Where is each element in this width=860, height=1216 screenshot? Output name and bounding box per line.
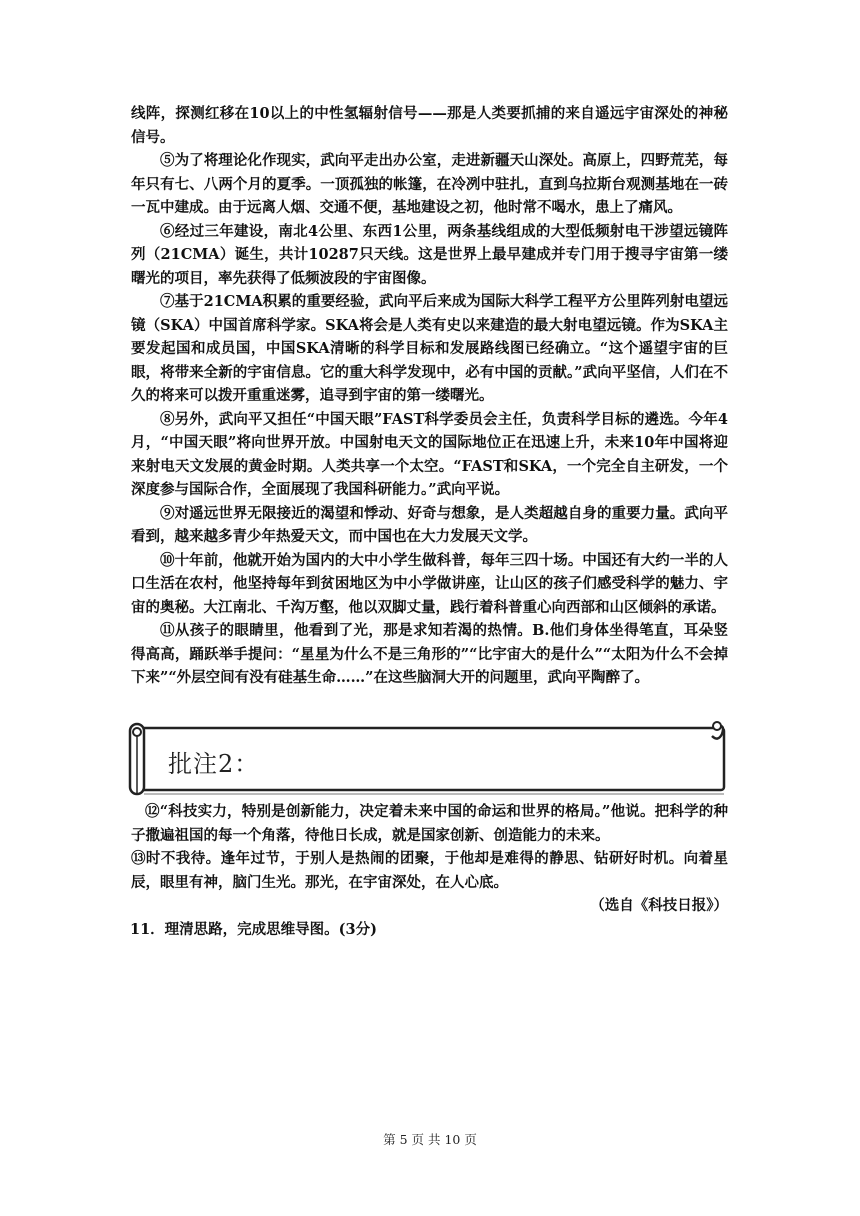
paragraph-5: ⑤为了将理论化作现实，武向平走出办公室，走进新疆天山深处。高原上，四野荒芜，每年只有七、八两个月的夏季。一顶孤独的帐篷，在冷冽中驻扎，直到乌拉斯台观测基地在一砖一瓦中建成。由于远离人烟、交通不便，基地建设之初，他时常不喝水，患上了痛风。 [131,152,728,216]
question-11: 11．理清思路，完成思维导图。(3分) [130,921,377,938]
annotation-scroll-box [128,718,728,798]
paragraph-9: ⑨对遥远世界无限接近的渴望和悸动、好奇与想象，是人类超越自身的重要力量。武向平看到，越来越多青少年热爱天文，而中国也在大力发展天文学。 [131,504,728,545]
paragraph-13: ⑬时不我待。逢年过节，于别人是热闹的团聚，于他却是难得的静思、钻研好时机。向着星辰，眼里有神，脑门生光。那光，在宇宙深处，在人心底。 [131,850,728,891]
paragraph-6: ⑥经过三年建设，南北4公里、东西1公里，两条基线组成的大型低频射电干涉望远镜阵列（21CMA）诞生，共计10287只天线。这是世界上最早建成并专门用于搜寻宇宙第一缕曙光的项目，率先获得了低频波段的宇宙图像。 [131,222,728,287]
paragraph-8: ⑧另外，武向平又担任“中国天眼”FAST科学委员会主任，负责科学目标的遴选。今年4月，“中国天眼”将向世界开放。中国射电天文的国际地位正在迅速上升，未来10年中国将迎来射电天文发展的黄金时期。人类共享一个太空。“FAST和SKA，一个完全自主研发，一个深度参与国际合作，全面展现了我国科研能力。”武向平说。 [131,410,728,498]
article-upper [131,102,728,690]
paragraph-10: ⑩十年前，他就开始为国内的大中小学生做科普，每年三四十场。中国还有大约一半的人口生活在农村，他坚持每年到贫困地区为中小学做讲座，让山区的孩子们感受科学的魅力、宇宙的奥秘。大江南北、千沟万壑，他以双脚丈量，践行着科普重心向西部和山区倾斜的承诺。 [131,551,728,616]
paragraph-continuation: 线阵，探测红移在10以上的中性氢辐射信号——那是人类要抓捕的来自遥远宇宙深处的神秘信号。 [131,105,728,146]
paragraph-12: ⑫“科技实力，特别是创新能力，决定着未来中国的命运和世界的格局。”他说。把科学的种子撒遍祖国的每一个角落，待他日长成，就是国家创新、创造能力的未来。 [131,803,728,844]
article-lower [131,800,728,894]
annotation-title: 批注2： [168,750,260,778]
paragraph-7: ⑦基于21CMA积累的重要经验，武向平后来成为国际大科学工程平方公里阵列射电望远镜（SKA）中国首席科学家。SKA将会是人类有史以来建造的最大射电望远镜。作为SKA主要发起国和成员国，中国SKA清晰的科学目标和发展路线图已经确立。“这个遥望宇宙的巨眼，将带来全新的宇宙信息。它的重大科学发现中，必有中国的贡献。”武向平坚信，人们在不久的将来可以拨开重重迷雾，追寻到宇宙的第一缕曙光。 [131,293,728,404]
article-source: （选自《科技日报》） [590,897,728,914]
paragraph-11: ⑪从孩子的眼睛里，他看到了光，那是求知若渴的热情。B.他们身体坐得笔直，耳朵竖得高高，踊跃举手提问：“星星为什么不是三角形的”“比宇宙大的是什么”“太阳为什么不会掉下来”“外层空间有没有硅基生命……”在这些脑洞大开的问题里，武向平陶醉了。 [131,622,728,686]
page-footer: 第 5 页 共 10 页 [383,1132,477,1147]
